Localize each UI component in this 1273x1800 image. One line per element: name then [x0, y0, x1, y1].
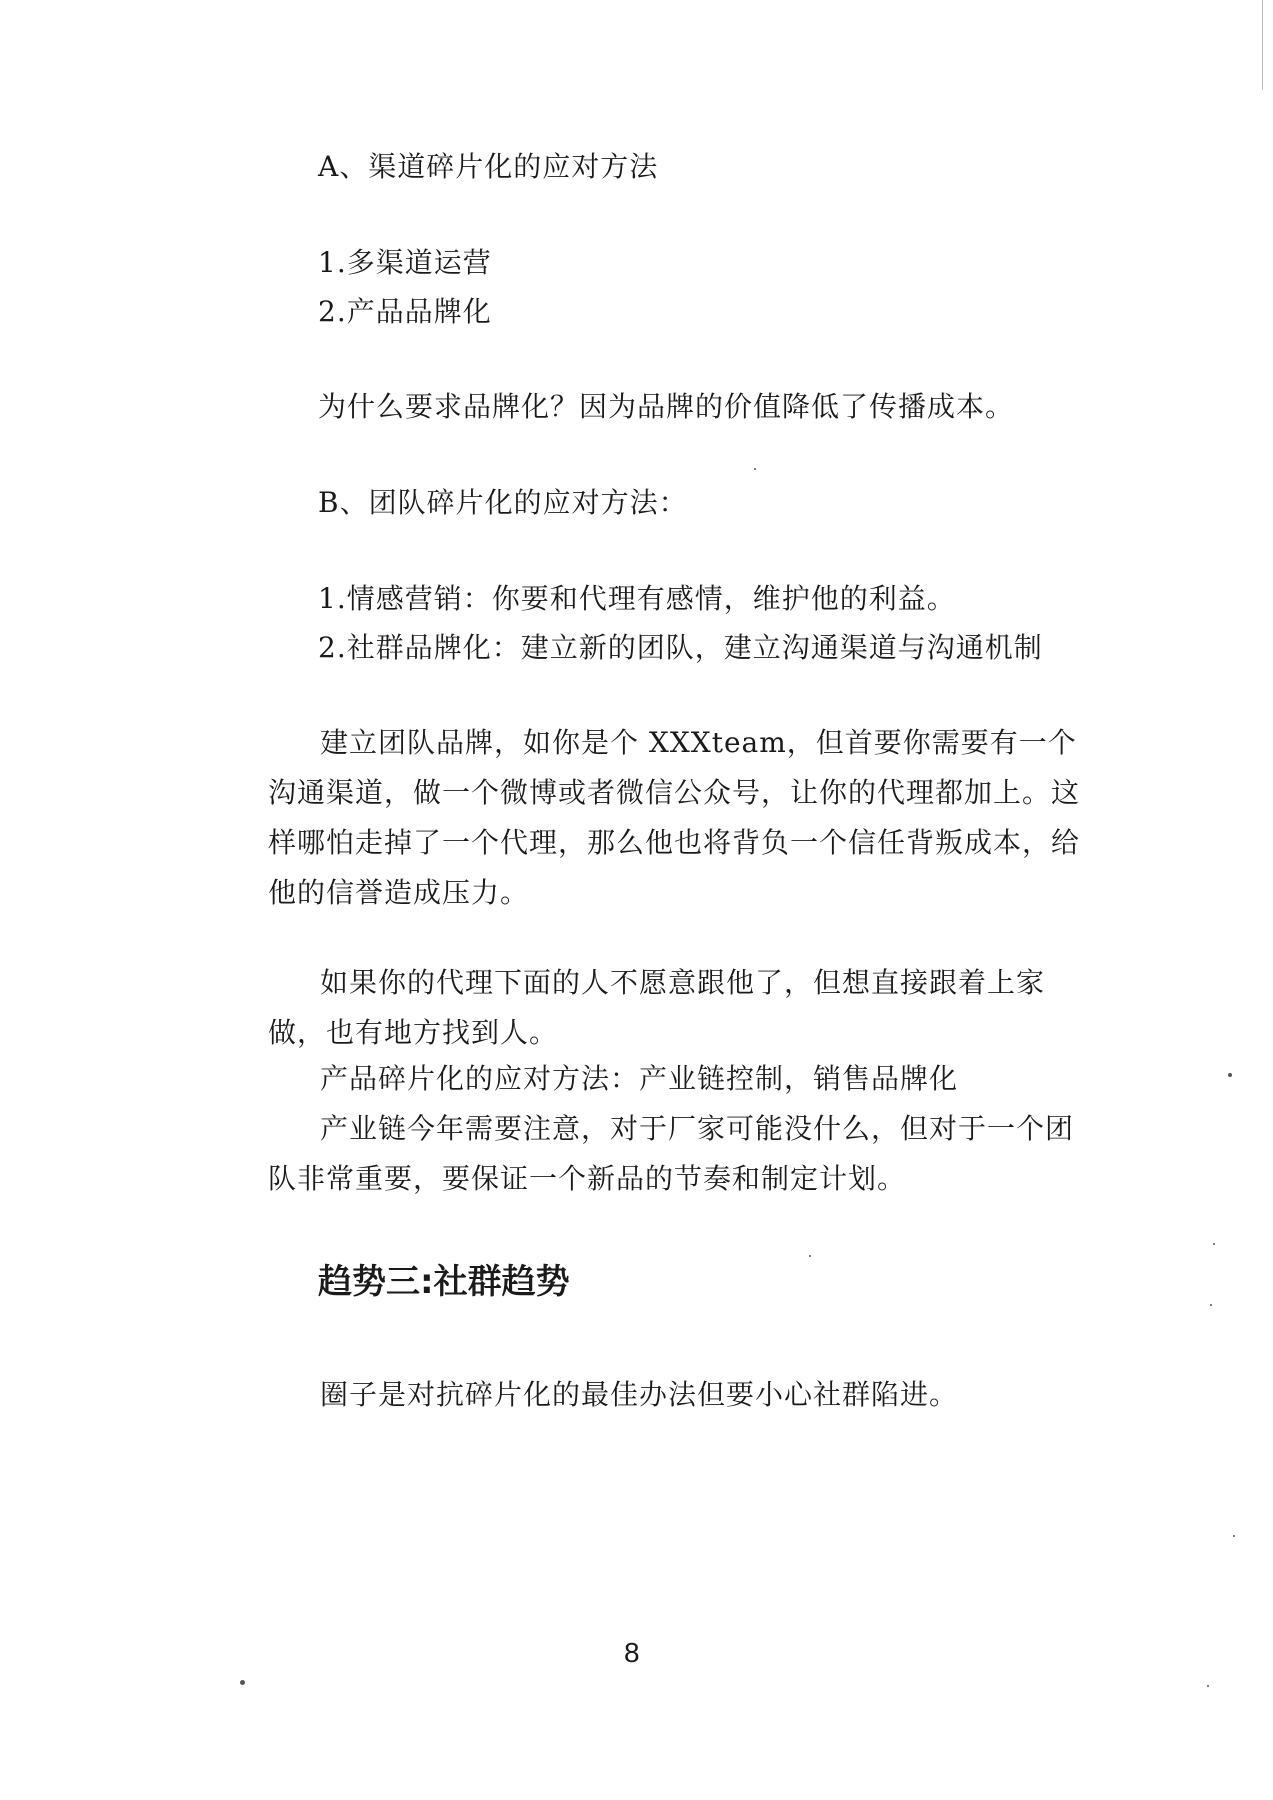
product-method-line: 产品碎片化的应对方法：产业链控制，销售品牌化	[320, 1062, 959, 1095]
scan-speck	[754, 468, 756, 470]
scan-speck	[240, 1680, 245, 1685]
paragraph-chain: 产业链今年需要注意，对于厂家可能没什么，但对于一个团队非常重要，要保证一个新品的节奏和制定计划。	[268, 1112, 1075, 1195]
trend-three-heading: 趋势三:社群趋势	[318, 1262, 570, 1302]
section-b-title: B、团队碎片化的应对方法：	[318, 486, 688, 519]
scan-speck	[1207, 1685, 1209, 1687]
section-b-item-2: 2.社群品牌化：建立新的团队，建立沟通渠道与沟通机制	[318, 631, 1043, 664]
paragraph-agent: 如果你的代理下面的人不愿意跟他了，但想直接跟着上家做，也有地方找到人。	[268, 966, 1046, 1049]
scan-speck	[1228, 1073, 1232, 1077]
why-brand-sentence: 为什么要求品牌化？因为品牌的价值降低了传播成本。	[318, 390, 1015, 423]
paragraph-team-brand: 建立团队品牌，如你是个 XXXteam，但首要你需要有一个沟通渠道，做一个微博或者微信公众号，让你的代理都加上。这样哪怕走掉了一个代理，那么他也将背负一个信任背叛成本，给他的信誉造成压力。	[268, 726, 1081, 909]
page-number: 8	[624, 1637, 640, 1668]
scan-speck	[1233, 1535, 1235, 1537]
section-b-item-1: 1.情感营销：你要和代理有感情，维护他的利益。	[318, 582, 956, 615]
scan-speck	[1213, 1243, 1215, 1245]
circle-sentence: 圈子是对抗碎片化的最佳办法但要小心社群陷进。	[320, 1378, 959, 1411]
section-a-item-1: 1.多渠道运营	[318, 246, 492, 279]
scan-speck	[809, 1255, 811, 1257]
scan-edge-line	[1262, 0, 1263, 90]
scan-speck	[1210, 1304, 1212, 1306]
section-a-item-2: 2.产品品牌化	[318, 295, 492, 328]
section-a-title: A、渠道碎片化的应对方法	[318, 150, 659, 183]
